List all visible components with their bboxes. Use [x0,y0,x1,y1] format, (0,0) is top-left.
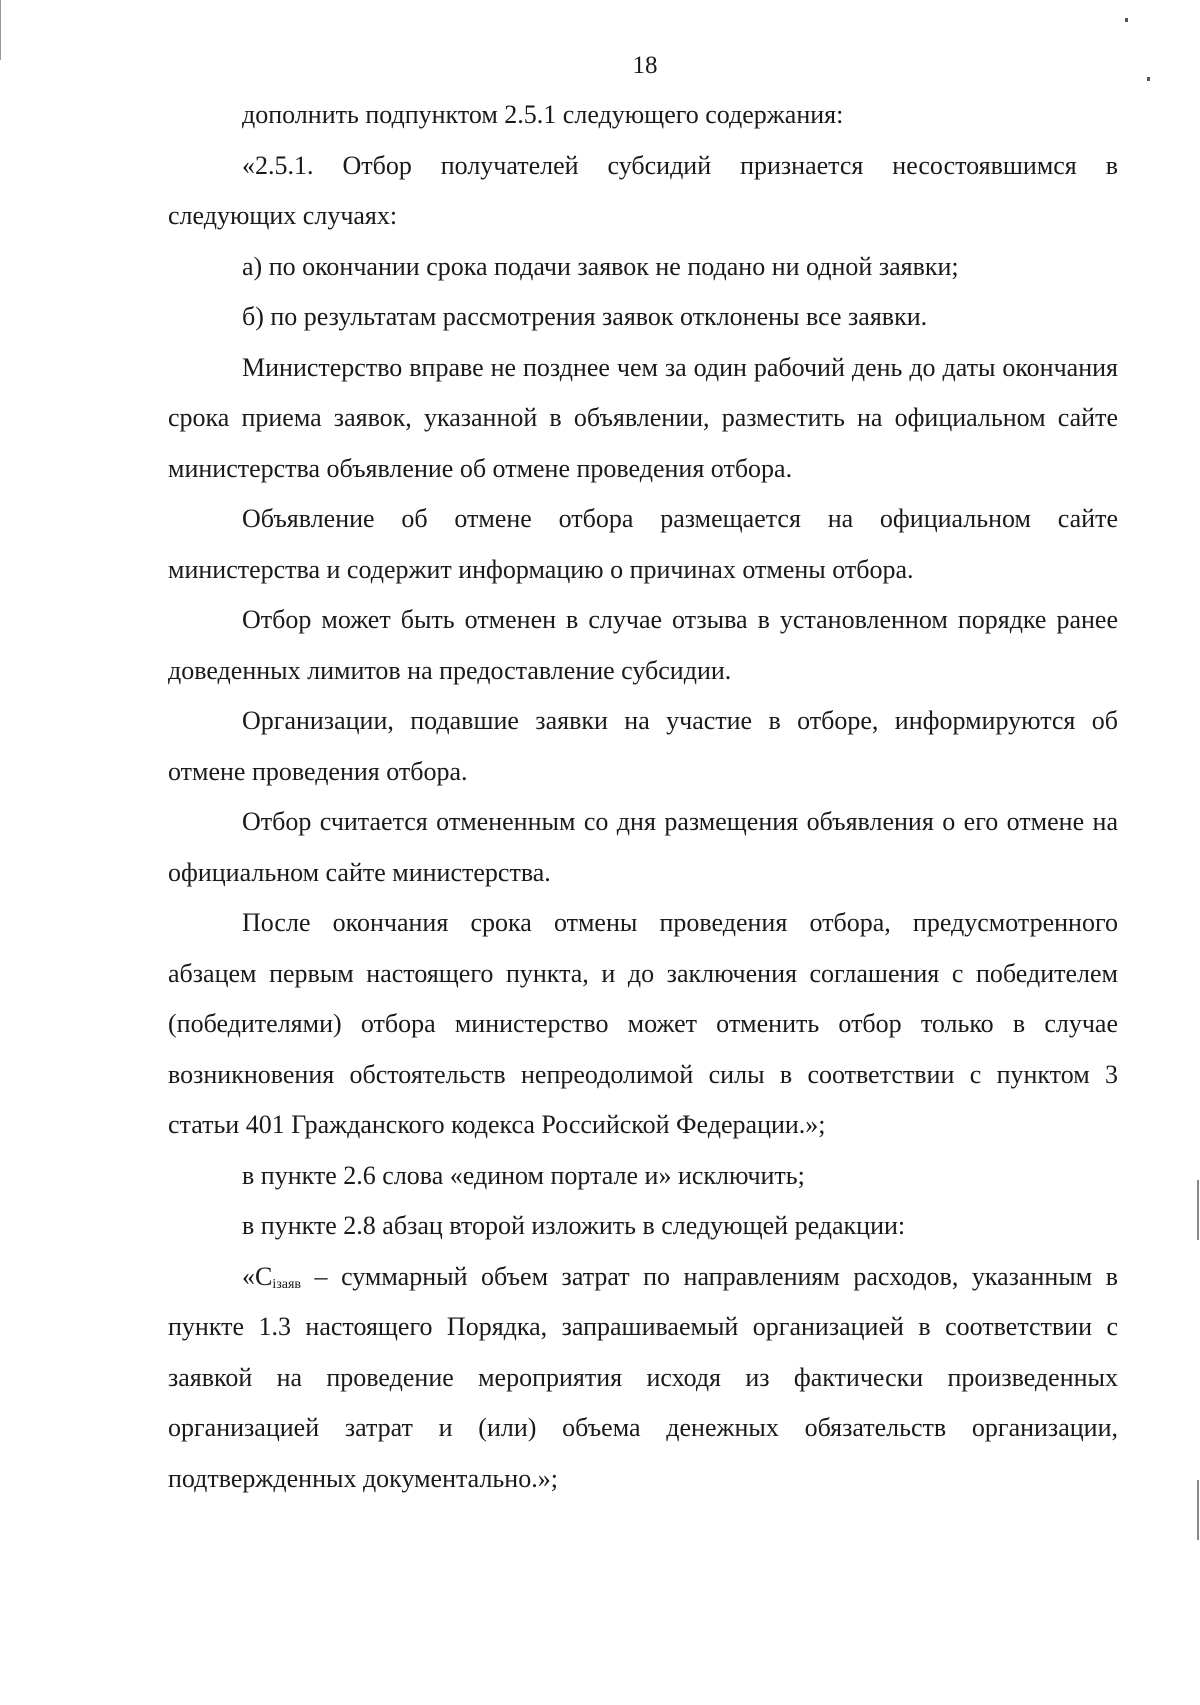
paragraph: в пункте 2.6 слова «едином портале и» исключить; [242,1160,805,1190]
paragraph: Объявление об отмене отбора размещается на официальном сайте министерства и содержит информацию о причинах отмены отбора. [168,504,1118,584]
scan-mark [1147,77,1150,81]
paragraph: «2.5.1. Отбор получателей субсидий признается несостоявшимся в следующих случаях: [168,150,1118,230]
scan-mark [0,0,1,60]
paragraph: б) по результатам рассмотрения заявок отклонены все заявки. [242,302,928,331]
paragraph: дополнить подпунктом 2.5.1 следующего содержания: [242,100,844,129]
paragraph: Министерство вправе не позднее чем за один рабочий день до даты окончания срока приема заявок, указанной в объявлении, разместить на официальном сайте министерства объявление об отмене проведения отбора. [168,352,1118,483]
page-number: 18 [632,52,658,79]
paragraph: а) по окончании срока подачи заявок не подано ни одной заявки; [242,251,959,281]
formula-paragraph [168,1252,1118,1505]
scan-mark [1125,18,1128,22]
document-body [168,90,1118,1504]
formula-symbol: «C [242,1261,273,1291]
paragraph: Отбор может быть отменен в случае отзыва в установленном порядке ранее доведенных лимитов на предоставление субсидии. [168,605,1118,685]
paragraph: Организации, подавшие заявки на участие в отборе, информируются об отмене проведения отбора. [168,706,1118,786]
paragraph: Отбор считается отмененным со дня размещения объявления о его отмене на официальном сайте министерства. [168,807,1118,887]
paragraph: После окончания срока отмены проведения отбора, предусмотренного абзацем первым настоящего пункта, и до заключения соглашения с победителем (победителями) отбора министерство может отменить отбор только в случае возникновения обстоятельств непреодолимой силы в соответствии с пунктом 3 статьи 401 Гражданского кодекса Российской Федерации.»; [168,908,1118,1139]
scan-mark [1197,1180,1199,1240]
paragraph: в пункте 2.8 абзац второй изложить в следующей редакции: [242,1211,906,1240]
formula-text: – суммарный объем затрат по направлениям расходов, указанным в пункте 1.3 настоящего Порядка, запрашиваемый организацией в соответствии с заявкой на проведение мероприятия исходя из фактически произведенных организацией затрат и (или) объема денежных обязательств организации, подтвержденных документально.»; [168,1261,1118,1493]
formula-subscript: iзаяв [272,1276,302,1292]
scan-mark [1197,1480,1199,1540]
